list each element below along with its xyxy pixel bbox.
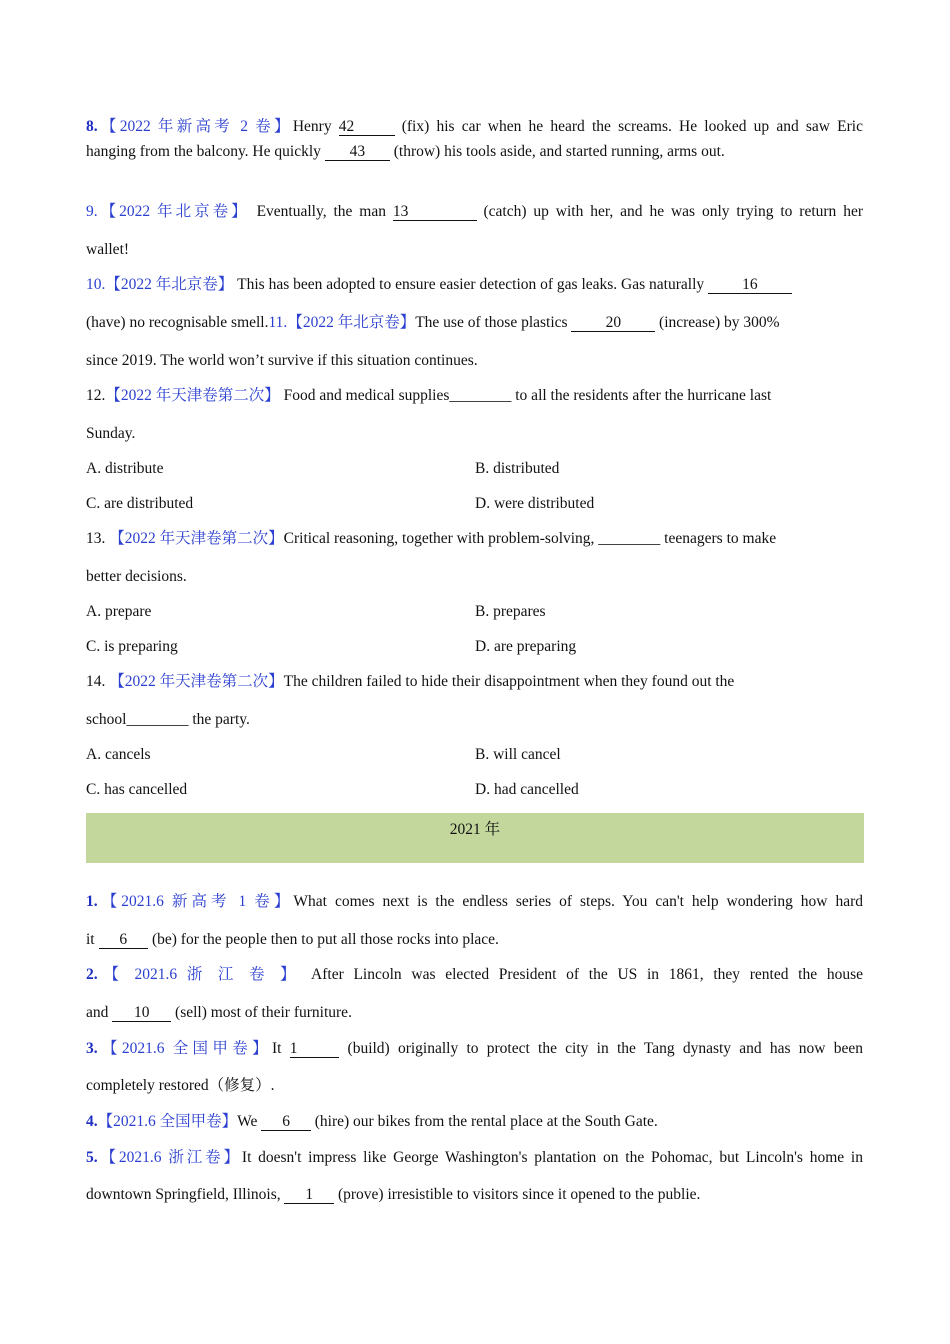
answer-option: D. are preparing <box>475 638 577 655</box>
answer-option: C. is preparing <box>86 638 178 655</box>
text-line <box>86 117 863 137</box>
answer-option: D. were distributed <box>475 495 595 512</box>
text-segment: 14. <box>86 673 110 690</box>
answer-blank: 6 <box>261 1114 311 1131</box>
source-tag: 【2022 年北京卷】 <box>105 276 234 293</box>
text-line <box>86 351 863 371</box>
text-segment: (build) originally to protect the city in the Tang dynasty and has now been <box>339 1040 863 1057</box>
question-number: 4. <box>86 1113 98 1130</box>
answer-option: D. had cancelled <box>475 781 579 798</box>
text-line <box>86 142 863 162</box>
answer-options-row <box>86 745 863 765</box>
text-segment: (throw) his tools aside, and started running, arms out. <box>389 143 725 160</box>
text-line <box>86 965 863 985</box>
source-tag: 【2022 年天津卷第二次】 <box>109 530 284 547</box>
text-line <box>86 202 863 222</box>
text-segment: (fix) his car when he heard the screams. He looked up and saw Eric <box>394 118 863 135</box>
text-segment: It <box>272 1040 290 1057</box>
text-segment: since 2019. The world won’t survive if this situation continues. <box>86 352 478 369</box>
source-tag: 11. <box>268 314 288 331</box>
answer-option: A. prepare <box>86 603 152 620</box>
text-segment: downtown Springfield, Illinois, <box>86 1186 285 1203</box>
answer-blank: 16 <box>708 277 792 294</box>
text-segment: Sunday. <box>86 425 136 442</box>
source-tag: 【2021.6 全国甲卷】 <box>97 1113 238 1130</box>
text-segment: better decisions. <box>86 568 187 585</box>
answer-options-row <box>86 494 863 514</box>
text-segment: school________ the party. <box>86 711 250 728</box>
text-segment: After Lincoln was elected President of the US in 1861, they rented the house <box>301 966 863 983</box>
text-line <box>86 240 863 260</box>
text-segment: We <box>237 1113 262 1130</box>
text-segment: Henry <box>292 118 339 135</box>
text-segment: (have) no recognisable smell. <box>86 314 269 331</box>
answer-blank: 6 <box>99 932 149 949</box>
text-segment: (hire) our bikes from the rental place at the South Gate. <box>310 1113 658 1130</box>
answer-options-row <box>86 637 863 657</box>
text-segment: Eventually, the man <box>249 203 393 220</box>
source-tag: 【2021.6 浙江卷】 <box>97 1149 242 1166</box>
answer-option: C. are distributed <box>86 495 194 512</box>
source-tag: 【2022 年北京卷】 <box>97 203 250 220</box>
answer-blank: 1 <box>284 1187 334 1204</box>
question-number: 8. <box>86 118 98 135</box>
text-line <box>86 1148 863 1168</box>
answer-blank: 20 <box>571 315 655 332</box>
text-segment: The children failed to hide their disappointment when they found out the <box>283 673 735 690</box>
text-line <box>86 567 863 587</box>
text-segment: (prove) irresistible to visitors since it opened to the publie. <box>334 1186 701 1203</box>
source-tag: 10. <box>86 276 106 293</box>
text-line <box>86 1039 863 1059</box>
text-segment: wallet! <box>86 241 130 258</box>
section-title: 2021 年 <box>449 821 501 838</box>
answer-blank: 13 <box>393 204 477 221</box>
text-line <box>86 672 863 692</box>
text-segment: hanging from the balcony. He quickly <box>86 143 325 160</box>
answer-option: B. distributed <box>475 460 560 477</box>
question-number: 2. <box>86 966 98 983</box>
text-line <box>86 424 863 444</box>
text-line <box>86 1112 863 1132</box>
text-segment: This has been adopted to ensure easier detection of gas leaks. Gas naturally <box>233 276 709 293</box>
answer-option: A. cancels <box>86 746 151 763</box>
answer-blank: 43 <box>325 144 390 161</box>
source-tag: 【2021.6 新高考 1 卷】 <box>97 893 294 910</box>
source-tag: 【 2021.6 浙 江 卷 】 <box>97 966 302 983</box>
text-line <box>86 275 863 295</box>
source-tag: 【2022 年天津卷第二次】 <box>109 673 284 690</box>
source-tag: 【2022 年北京卷】 <box>287 314 416 331</box>
text-segment: 13. <box>86 530 110 547</box>
text-line <box>86 1003 863 1023</box>
question-number: 3. <box>86 1040 98 1057</box>
source-tag: 9. <box>86 203 98 220</box>
text-segment: completely restored（修复）. <box>86 1077 275 1094</box>
text-segment: (sell) most of their furniture. <box>171 1004 352 1021</box>
text-line <box>86 529 863 549</box>
answer-option: A. distribute <box>86 460 164 477</box>
text-line <box>86 386 863 406</box>
text-line <box>86 892 863 912</box>
text-segment: It doesn't impress like George Washington's plantation on the Pohomac, but Lincoln's home in <box>241 1149 863 1166</box>
text-segment: Critical reasoning, together with problem-solving, ________ teenagers to make <box>283 530 777 547</box>
text-line <box>86 1076 863 1096</box>
text-segment: it <box>86 931 99 948</box>
answer-option: B. will cancel <box>475 746 561 763</box>
text-segment: The use of those plastics <box>415 314 572 331</box>
source-tag: 【2022 年新高考 2 卷】 <box>97 118 293 135</box>
answer-blank: 42 <box>339 119 395 136</box>
answer-option: C. has cancelled <box>86 781 188 798</box>
source-tag: 【2021.6 全国甲卷】 <box>97 1040 272 1057</box>
text-segment: (catch) up with her, and he was only trying to return her <box>476 203 863 220</box>
answer-option: B. prepares <box>475 603 546 620</box>
section-banner-2021 <box>86 813 864 863</box>
text-segment: What comes next is the endless series of steps. You can't help wondering how hard <box>293 893 863 910</box>
answer-options-row <box>86 780 863 800</box>
answer-options-row <box>86 459 863 479</box>
source-tag: 【2022 年天津卷第二次】 <box>105 387 280 404</box>
text-line <box>86 710 863 730</box>
answer-blank: 1 <box>290 1041 340 1058</box>
text-line <box>86 313 863 333</box>
answer-options-row <box>86 602 863 622</box>
text-segment: (be) for the people then to put all those rocks into place. <box>148 931 499 948</box>
text-segment: (increase) by 300% <box>655 314 780 331</box>
text-line <box>86 930 863 950</box>
question-number: 5. <box>86 1149 98 1166</box>
text-segment: 12. <box>86 387 106 404</box>
text-segment: and <box>86 1004 113 1021</box>
answer-blank: 10 <box>112 1005 171 1022</box>
question-number: 1. <box>86 893 98 910</box>
text-segment: Food and medical supplies________ to all the residents after the hurricane last <box>279 387 772 404</box>
text-line <box>86 1185 863 1205</box>
